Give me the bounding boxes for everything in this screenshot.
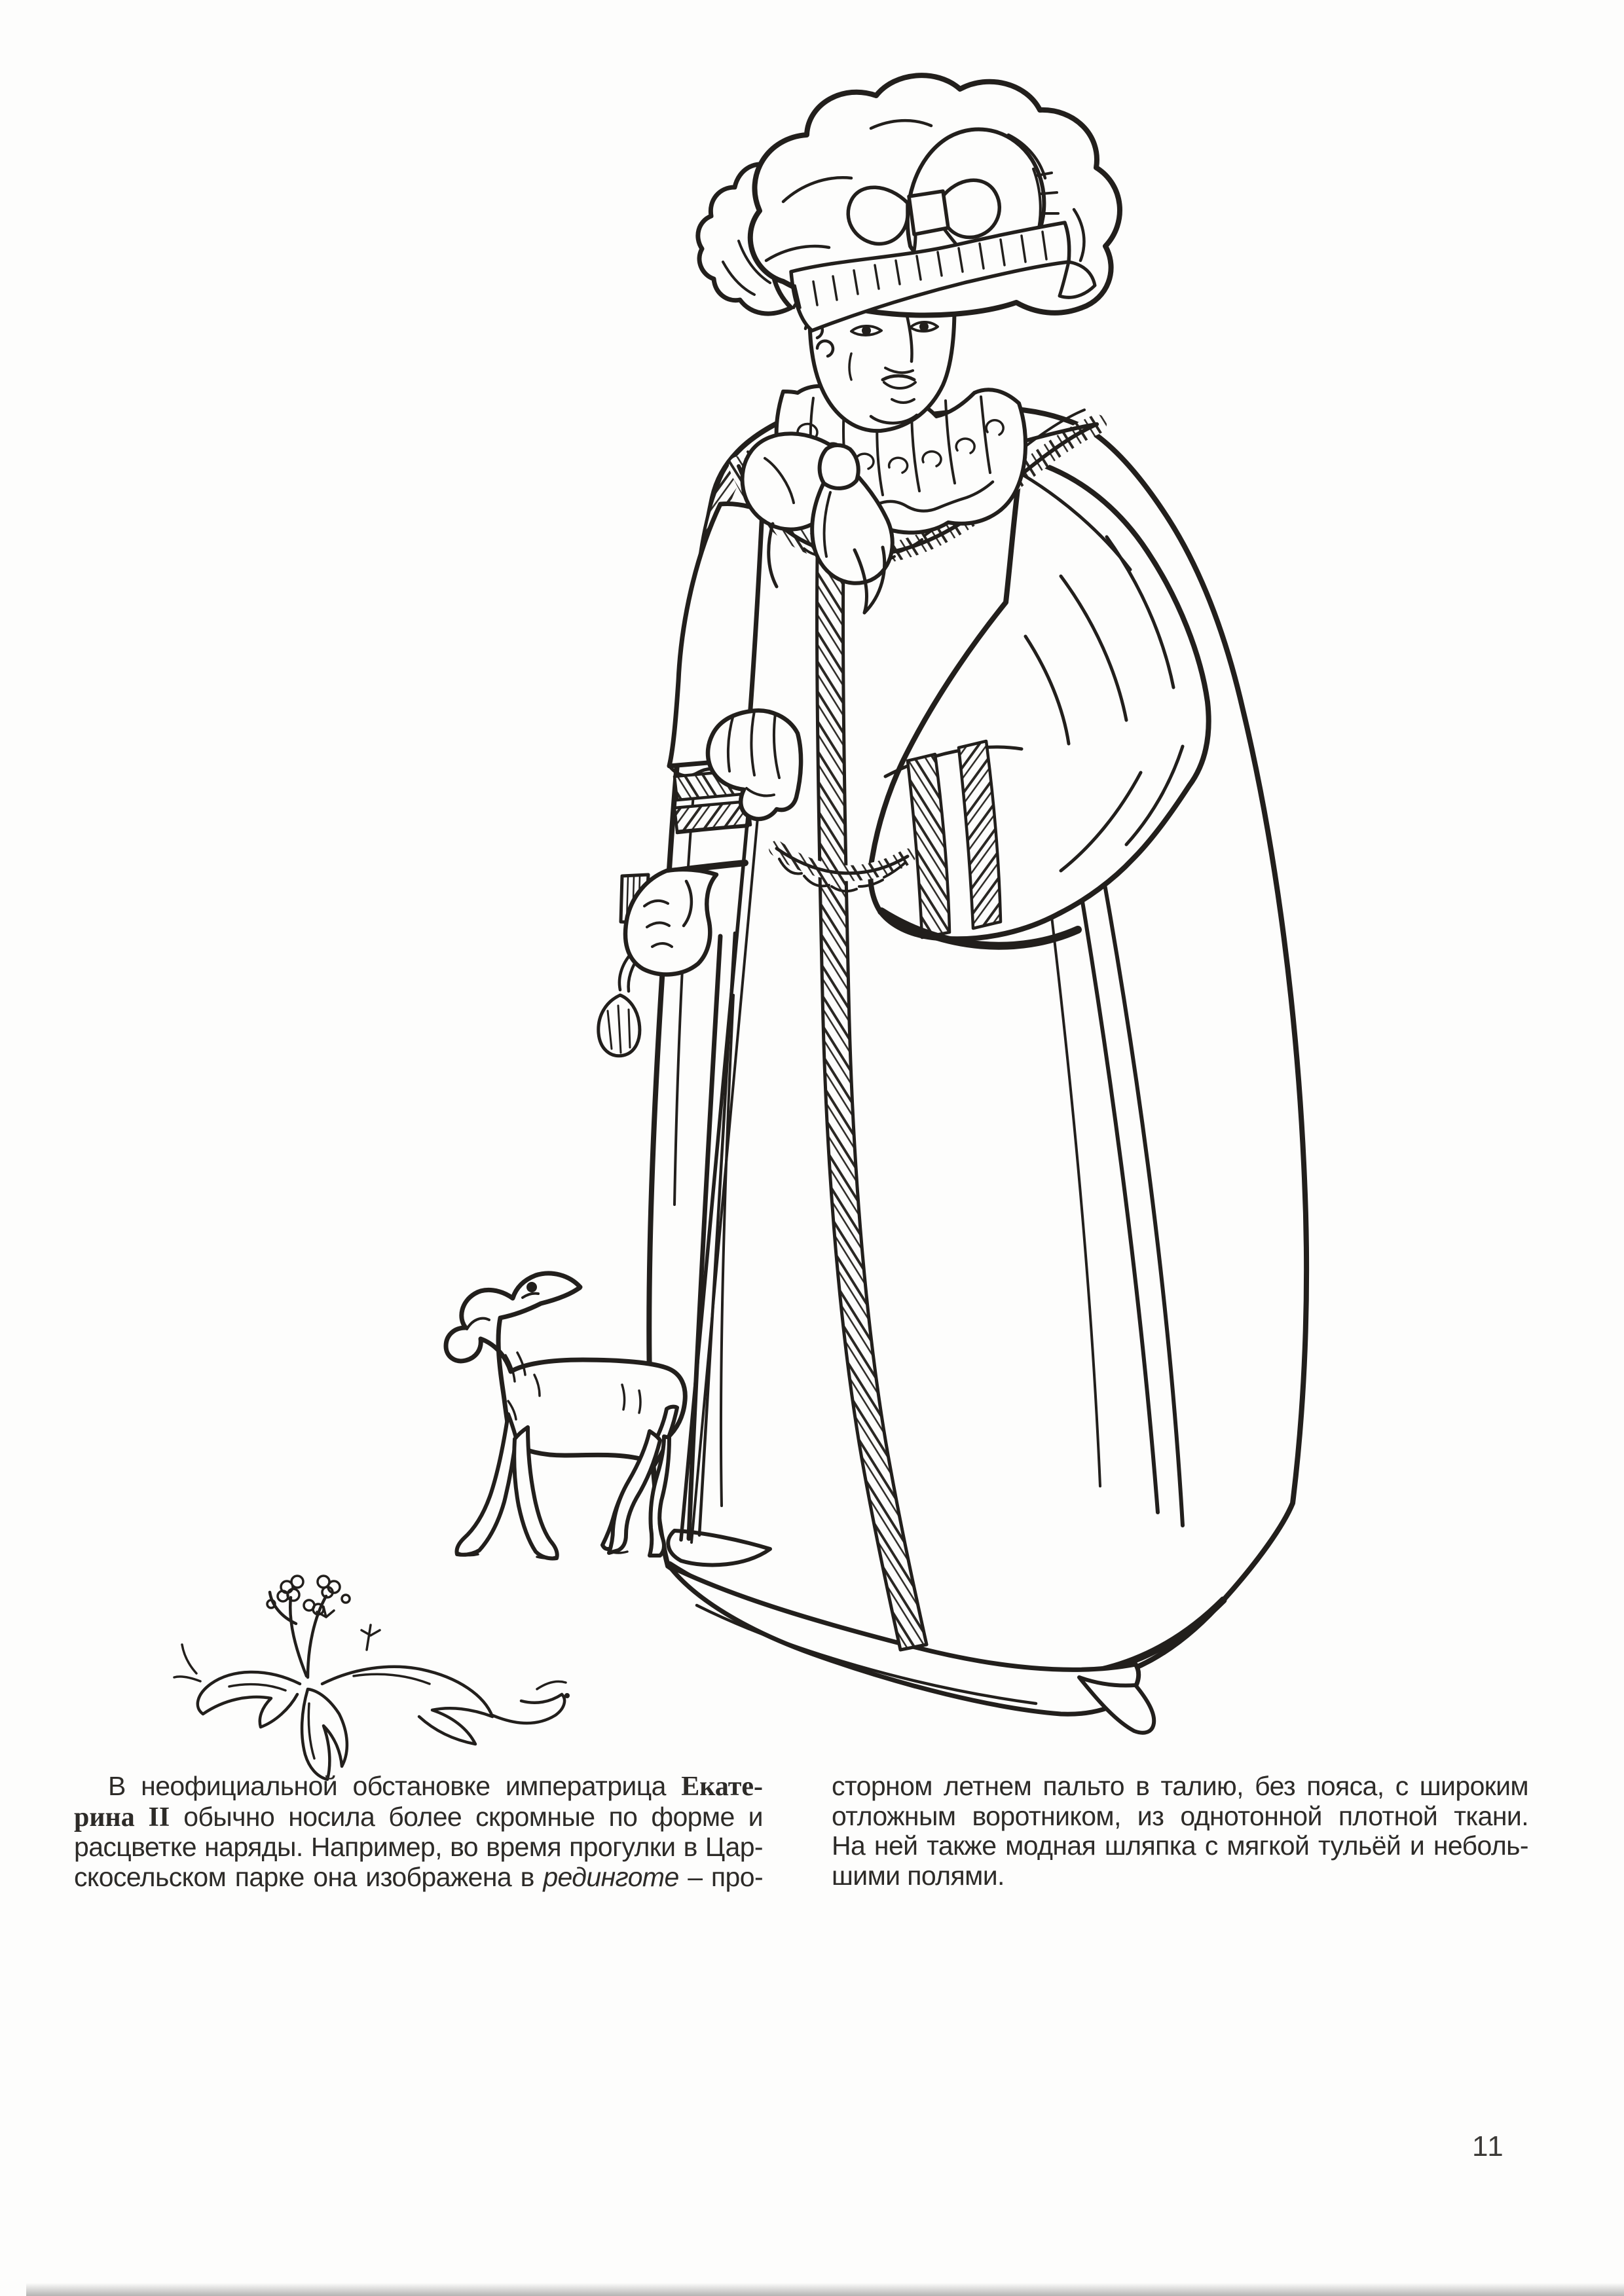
- text-segment: шими полями.: [832, 1860, 1005, 1891]
- text-segment-italic: рединготе: [543, 1861, 679, 1892]
- text-segment: – про-: [678, 1861, 763, 1892]
- text-line: [74, 1772, 763, 1802]
- text-segment: расцветке наряды. Например, во время прогулки в Цар-: [74, 1832, 763, 1862]
- text-line: [832, 1831, 1528, 1861]
- text-column-left: [74, 1772, 763, 1892]
- text-segment: скосельском парке она изображена в: [74, 1861, 544, 1892]
- text-line: [832, 1861, 1528, 1891]
- text-column-right: [832, 1772, 1528, 1891]
- text-line: [832, 1802, 1528, 1832]
- text-segment-bold: рина II: [74, 1802, 170, 1832]
- text-line: [74, 1832, 763, 1863]
- text-line: [832, 1772, 1528, 1802]
- bonnet-hat: [698, 75, 1120, 331]
- page-number: 11: [1472, 2130, 1505, 2162]
- blossoms: [267, 1576, 350, 1614]
- text-segment: отложным воротником, из однотонной плотной ткани.: [832, 1800, 1528, 1831]
- text-segment-bold: Екате-: [681, 1772, 763, 1802]
- text-line: [74, 1863, 763, 1893]
- text-segment: сторном летнем пальто в талию, без пояса, с широким: [832, 1771, 1528, 1801]
- text-segment: обычно носила более скромные по форме и: [170, 1801, 763, 1832]
- empress-figure: [174, 75, 1306, 1779]
- scan-edge-shadow: [26, 2283, 1624, 2296]
- text-segment: На ней также модная шляпка с мягкой тульёй и неболь-: [832, 1831, 1528, 1861]
- floral-ornament: [174, 1576, 570, 1779]
- tassel: [599, 951, 640, 1056]
- dog-eye: [526, 1282, 537, 1292]
- text-segment: В неофициальной обстановке императрица: [108, 1771, 682, 1801]
- text-line: [74, 1802, 763, 1833]
